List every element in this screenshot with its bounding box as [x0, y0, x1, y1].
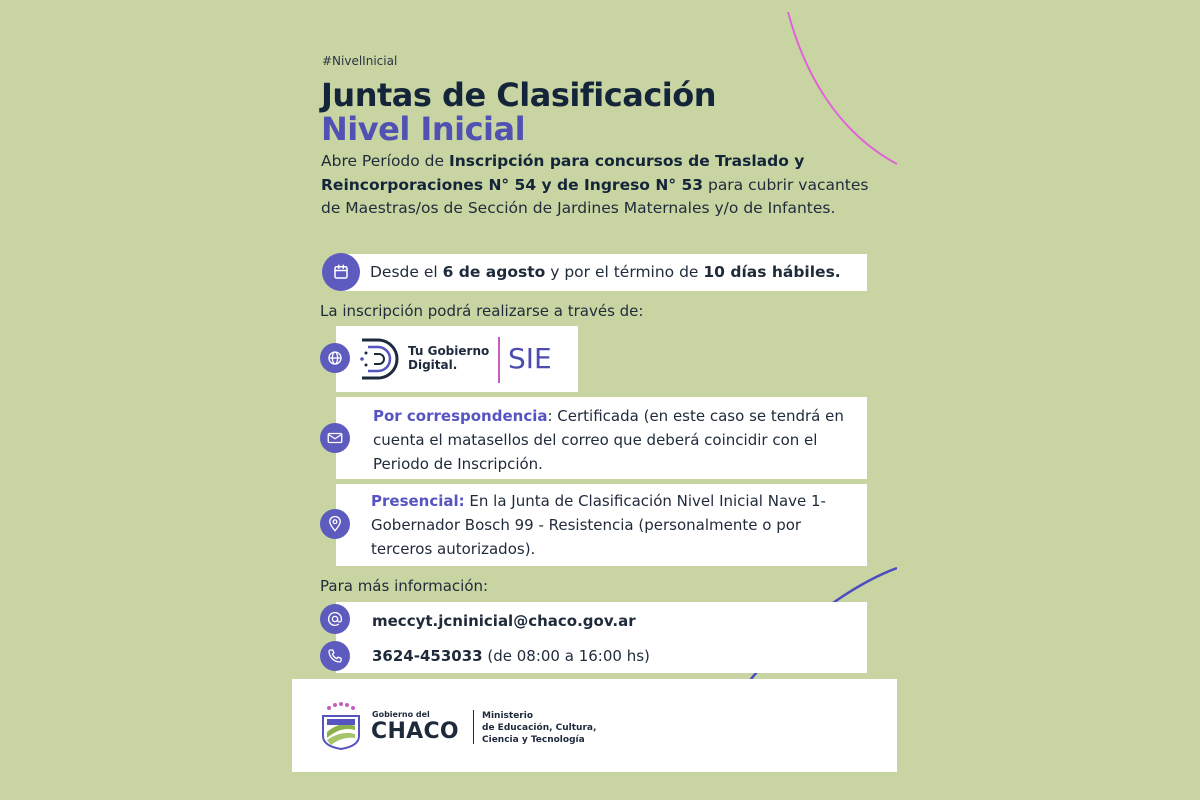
gov-chaco-text: CHACO: [371, 719, 459, 744]
page-title: Juntas de Clasificación: [321, 76, 717, 114]
location-pin-icon: [326, 515, 344, 533]
email-badge: [320, 604, 350, 634]
correspondence-label: Por correspondencia: [373, 407, 548, 425]
flyer: [292, 12, 897, 772]
pink-arc: [788, 12, 897, 164]
phone-number: 3624-453033: [372, 647, 483, 665]
sie-brand-line1: Tu Gobierno: [408, 344, 490, 358]
sie-divider: [498, 337, 500, 383]
gov-small-text: Gobierno del: [372, 710, 430, 719]
ministry-line2: de Educación, Cultura,: [482, 723, 597, 733]
correspondence-text: [373, 404, 863, 476]
date-duration: 10 días hábiles.: [703, 263, 841, 281]
phone-badge: [320, 641, 350, 671]
sie-label: SIE: [508, 342, 552, 375]
calendar-icon: [332, 263, 350, 281]
in-person-text: [371, 489, 866, 561]
contact-email[interactable]: meccyt.jcninicial@chaco.gov.ar: [372, 612, 636, 630]
intro-paragraph: [321, 150, 886, 221]
in-person-label: Presencial:: [371, 492, 465, 510]
intro-part1: Abre Período de: [321, 152, 449, 170]
phone-icon: [326, 647, 344, 665]
globe-icon: [326, 349, 344, 367]
intro-bold: Inscripción para concursos de Traslado y Reincorporaciones N° 54 y de Ingreso N° 53: [321, 152, 805, 194]
hashtag: #NivelInicial: [322, 54, 398, 68]
contact-phone[interactable]: [372, 647, 650, 665]
more-info-heading: Para más información:: [320, 577, 489, 595]
inscription-intro: La inscripción podrá realizarse a través de:: [320, 302, 644, 320]
sie-brand-text: [408, 344, 489, 372]
date-prefix: Desde el: [370, 263, 443, 281]
phone-hours: (de 08:00 a 16:00 hs): [482, 647, 650, 665]
at-sign-icon: [326, 610, 344, 628]
calendar-badge: [322, 253, 360, 291]
in-person-detail: En la Junta de Clasificación Nivel Inicial Nave 1-Gobernador Bosch 99 - Resistencia (personalmente o por terceros autorizados).: [371, 492, 826, 558]
location-badge: [320, 509, 350, 539]
ministry-line1: Ministerio: [482, 711, 534, 721]
ministry-line3: Ciencia y Tecnología: [482, 735, 585, 745]
date-middle: y por el término de: [545, 263, 704, 281]
page-subtitle: Nivel Inicial: [321, 110, 526, 148]
footer-divider: [473, 710, 474, 744]
sie-brand-line2: Digital.: [408, 358, 458, 372]
correspondence-detail: : Certificada (en este caso se tendrá en cuenta el matasellos del correo que deberá coincidir con el Periodo de Inscripción.: [373, 407, 844, 473]
globe-badge: [320, 343, 350, 373]
envelope-badge: [320, 423, 350, 453]
chaco-emblem-icon: [319, 702, 363, 750]
intro-part2: para cubrir vacantes de Maestras/os de Sección de Jardines Maternales y/o de Infantes.: [321, 175, 869, 217]
date-start: 6 de agosto: [442, 263, 546, 281]
ministry-text: [482, 710, 596, 746]
date-text: [370, 263, 841, 281]
envelope-icon: [326, 429, 344, 447]
